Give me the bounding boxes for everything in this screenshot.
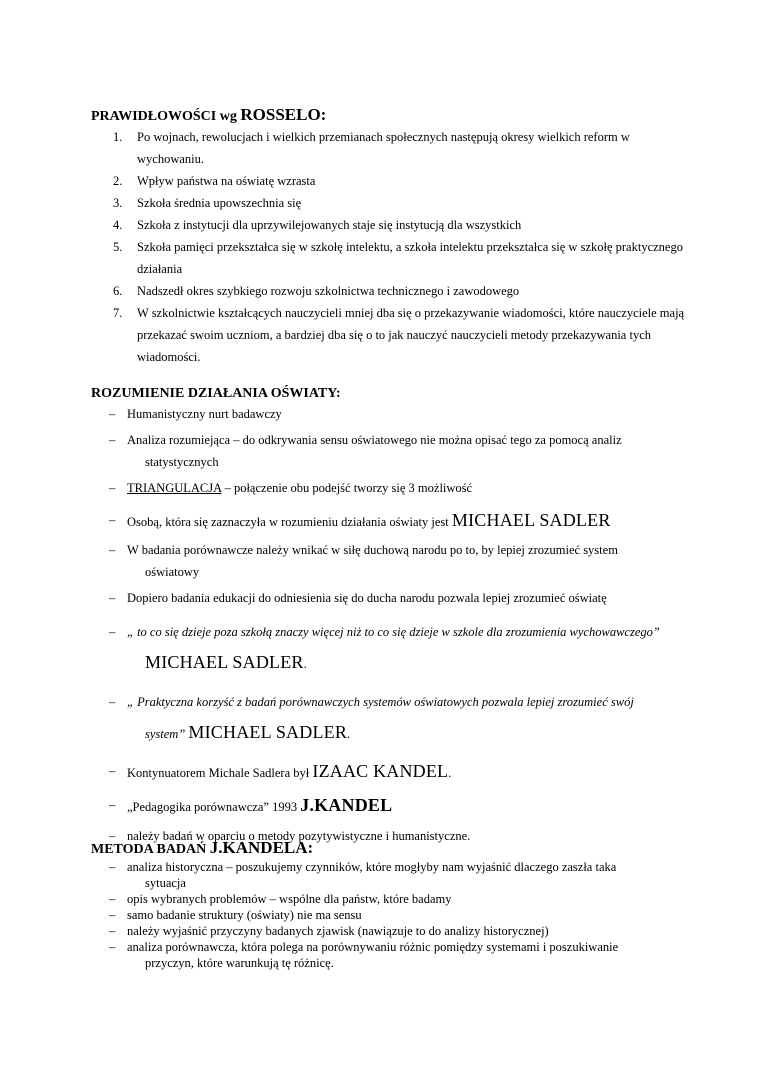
list-item bbox=[91, 302, 691, 368]
list-item bbox=[91, 170, 691, 192]
name-michael-sadler: MICHAEL SADLER bbox=[188, 722, 348, 742]
list-number: 3. bbox=[113, 196, 123, 210]
dash-list bbox=[91, 403, 691, 847]
list-item: – „ Praktyczna korzyść z badań porównawczych systemów oświatowych pozwala lepiej zrozumieć swój system” MICHAEL SADLER. bbox=[109, 695, 634, 742]
section-prawidlowosci bbox=[91, 106, 691, 368]
list-item: – opis wybranych problemów – wspólne dla państw, które badamy bbox=[109, 892, 452, 906]
list-text: Szkoła z instytucji dla uprzywilejowanych staje się instytucją dla wszystkich bbox=[137, 218, 522, 232]
list-item: – należy wyjaśnić przyczyny badanych zjawisk (nawiązuje to do analizy historycznej) bbox=[109, 924, 549, 938]
list-text: Nadszedł okres szybkiego rozwoju szkolnictwa technicznego i zawodowego bbox=[137, 284, 520, 298]
list-item: – „ to co się dzieje poza szkołą znaczy więcej niż to co się dzieje w szkole dla zrozumienia wychowawczego” MICHAEL SADLER. bbox=[109, 625, 660, 672]
list-text: Wpływ państwa na oświatę wzrasta bbox=[137, 174, 316, 188]
list-item: – Dopiero badania edukacji do odniesienia się do ducha narodu pozwala lepiej zrozumieć oświatę bbox=[109, 591, 607, 605]
dash-list bbox=[91, 859, 691, 971]
list-item: – Osobą, która się zaznaczyła w rozumieniu działania oświaty jest MICHAEL SADLER bbox=[109, 510, 611, 530]
list-item: – analiza historyczna – poszukujemy czynników, które mogłyby nam wyjaśnić dlaczego zaszła taka sytuacja bbox=[109, 860, 617, 890]
name-michael-sadler: MICHAEL SADLER bbox=[145, 652, 304, 672]
list-number: 1. bbox=[113, 130, 123, 144]
numbered-list bbox=[91, 126, 691, 368]
list-item: – TRIANGULACJA – połączenie obu podejść tworzy się 3 możliwość bbox=[109, 481, 473, 495]
list-item bbox=[91, 192, 691, 214]
list-item: – Humanistyczny nurt badawczy bbox=[109, 407, 282, 421]
list-item bbox=[91, 126, 691, 170]
list-text: W szkolnictwie kształcących nauczycieli mniej dba się o przekazywanie wiadomości, które nauczyciele mają przekazać swoim uczniom, a bardziej dba się o to jak nauczyć nauczycieli metody przekazywania tych wiadomości. bbox=[137, 306, 685, 364]
section-heading: ROZUMIENIE DZIAŁANIA OŚWIATY: bbox=[91, 386, 341, 401]
name-j-kandel: J.KANDEL bbox=[300, 795, 393, 815]
list-item: – Kontynuatorem Michale Sadlera był IZAAC KANDEL. bbox=[109, 761, 452, 781]
list-number: 4. bbox=[113, 218, 123, 232]
name-izaac-kandel: IZAAC KANDEL bbox=[312, 761, 449, 781]
list-item: – analiza porównawcza, która polega na porównywaniu różnic pomiędzy systemami i poszukiwanie przyczyn, które warunkują tę różnicę. bbox=[109, 940, 619, 970]
list-item: – W badania porównawcze należy wnikać w siłę duchową narodu po to, by lepiej zrozumieć system oświatowy bbox=[109, 543, 618, 579]
list-number: 2. bbox=[113, 174, 123, 188]
list-text: Szkoła pamięci przekształca się w szkołę intelektu, a szkoła intelektu przekształca się w szkołę praktycznego działania bbox=[137, 240, 683, 276]
section-heading: METODA BADAŃ J.KANDELA: bbox=[91, 838, 314, 857]
list-item bbox=[91, 236, 691, 280]
section-heading: PRAWIDŁOWOŚCI wg ROSSELO: bbox=[91, 105, 327, 124]
list-number: 7. bbox=[113, 306, 123, 320]
section-metoda-badan bbox=[91, 839, 691, 971]
name-michael-sadler: MICHAEL SADLER bbox=[451, 510, 611, 530]
list-number: 5. bbox=[113, 240, 123, 254]
list-text: Szkoła średnia upowszechnia się bbox=[137, 196, 302, 210]
list-number: 6. bbox=[113, 284, 123, 298]
list-item: – samo badanie struktury (oświaty) nie ma sensu bbox=[109, 908, 362, 922]
list-item: – należy badań w oparciu o metody pozytywistyczne i humanistyczne. bbox=[109, 829, 471, 843]
list-item: – „Pedagogika porównawcza” 1993 J.KANDEL bbox=[109, 795, 393, 815]
list-item bbox=[91, 280, 691, 302]
list-item: – Analiza rozumiejąca – do odkrywania sensu oświatowego nie można opisać tego za pomocą analiz statystycznych bbox=[109, 433, 622, 469]
section-rozumienie bbox=[91, 385, 691, 847]
list-text: Po wojnach, rewolucjach i wielkich przemianach społecznych następują okresy wielkich reform w wychowaniu. bbox=[137, 130, 630, 166]
list-item bbox=[91, 214, 691, 236]
